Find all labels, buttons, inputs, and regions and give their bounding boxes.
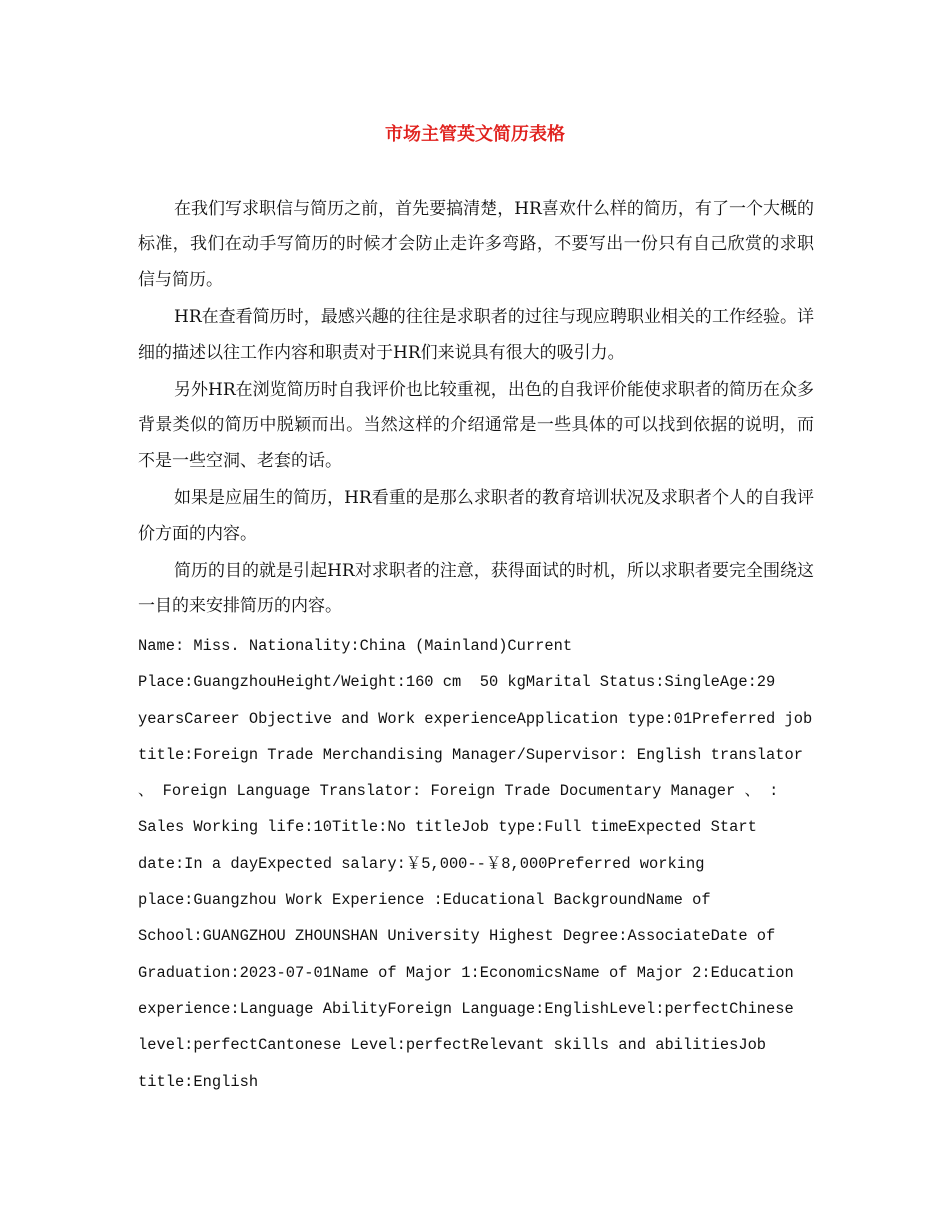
intro-section: [138, 192, 814, 627]
intro-paragraph-4: 如果是应届生的简历，HR看重的是那么求职者的教育培训状况及求职者个人的自我评价方面的内容。: [138, 488, 814, 544]
intro-paragraph-3: 另外HR在浏览简历时自我评价也比较重视，出色的自我评价能使求职者的简历在众多背景类似的简历中脱颖而出。当然这样的介绍通常是一些具体的可以找到依据的说明，而不是一些空洞、老套的话。: [138, 380, 814, 471]
intro-paragraph-5: 简历的目的就是引起HR对求职者的注意，获得面试的时机，所以求职者要完全围绕这一目的来安排简历的内容。: [138, 561, 814, 617]
document-title: 市场主管英文简历表格: [385, 124, 565, 145]
intro-paragraph-2: HR在查看简历时，最感兴趣的往往是求职者的过往与现应聘职业相关的工作经验。详细的描述以往工作内容和职责对于HR们来说具有很大的吸引力。: [138, 307, 814, 363]
intro-paragraph-1: 在我们写求职信与简历之前，首先要搞清楚，HR喜欢什么样的简历，有了一个大概的标准，我们在动手写简历的时候才会防止走许多弯路，不要写出一份只有自己欣赏的求职信与简历。: [138, 199, 814, 290]
resume-body-text: Name: Miss. Nationality:China (Mainland)Current Place:GuangzhouHeight/Weight:160 cm 50 kgMarital Status:SingleAge:29 yearsCareer Objective and Work experienceApplication type:01Preferred job title:Foreign Trade Merchandising Manager/Supervisor: English translator 、 Foreign Language Translator: Foreign Trade Documentary Manager 、 : Sales Working life:10Title:No titleJob type:Full timeExpected Start date:In a dayExpected salary:￥5,000--￥8,000Preferred working place:Guangzhou Work Experience :Educational BackgroundName of School:GUANGZHOU ZHOUNSHAN University Highest Degree:AssociateDate of Graduation:2023-07-01Name of Major 1:EconomicsName of Major 2:Education experience:Language AbilityForeign Language:EnglishLevel:perfectChinese level:perfectCantonese Level:perfectRelevant skills and abilitiesJob title:English: [138, 637, 822, 1091]
